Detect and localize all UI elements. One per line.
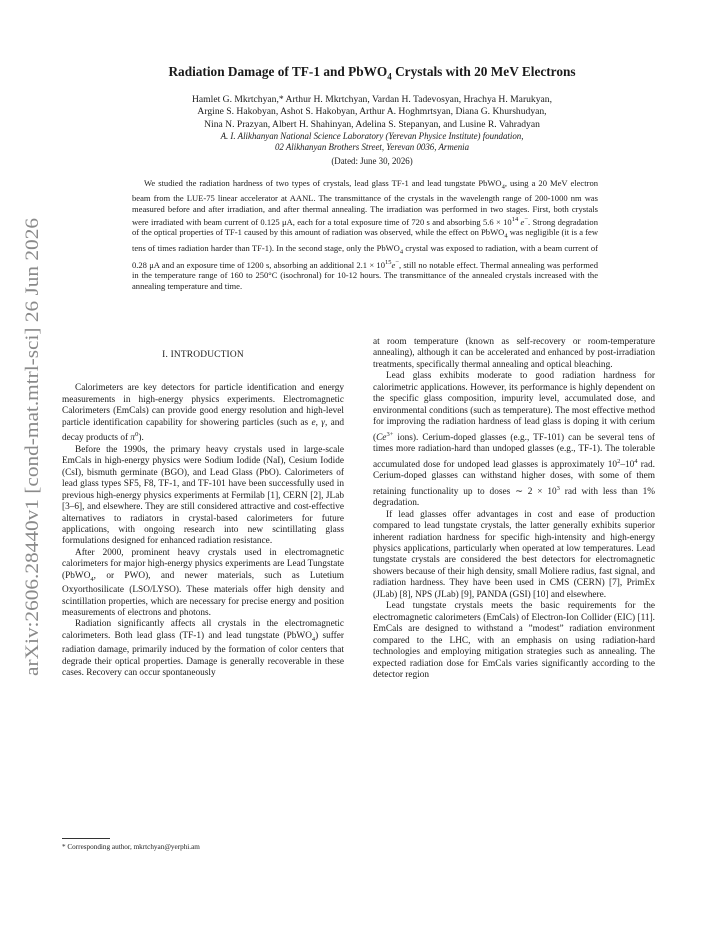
paragraph: If lead glasses offer advantages in cost and ease of production compared to lead tungstate crystals, the latter generally exhibits superior inherent radiation hardness for specific high-intensity and high-energy physics applications, particularly when operated at low temperatures. Lead tungstate crystals are considered the best detectors for electromagnetic showers because of their high density, small Moliere radius, fast signal, and radiation hardness. They have been used in CMS (CERN) [7], PrimEx (JLab) [8], NPS (JLab) [9], PANDA (GSI) [10] and elsewhere. (373, 509, 655, 600)
affiliation (88, 131, 656, 153)
author-line: Hamlet G. Mkrtchyan,* Arthur H. Mkrtchyan, Vardan H. Tadevosyan, Hrachya H. Marukyan, (192, 94, 552, 105)
paragraph: Lead glass exhibits moderate to good radiation hardness for calorimetric applications. However, its performance is highly dependent on the specific glass composition, impurity level, accumulated dose, and environmental conditions (such as temperature). The most effective method for improving the radiation hardness of lead glass is doping it with cerium ($Ce^{3+}$ ions). Cerium-doped glasses (e.g., TF-101) can be several tens of times more radiation-hard than undoped glasses (e.g., TF-1). The tolerable accumulated dose for undoped lead glasses is approximately $10^2-10^4$ rad. Cerium-doped glasses can withstand higher doses, with some of them retaining functionality up to doses ∼ $2 \times 10^3$ rad with less than 1% degradation. (373, 371, 655, 509)
paragraph: Radiation significantly affects all crystals in the electromagnetic calorimeters. Both lead glass (TF-1) and lead tungstate (PbWO$_4$) suffer radiation damage, primarily induced by the formation of color centers that degrade their optical properties. Damage is generally recoverable in these cases. Recovery can occur spontaneously (62, 619, 344, 679)
left-column (62, 338, 344, 680)
affiliation-line: A. I. Alikhanyan National Science Laboratory (Yerevan Physice Institute) foundation, (220, 131, 524, 141)
paragraph: Calorimeters are key detectors for particle identification and energy measurements in high-energy physics experiments. Electromagnetic Calorimeters (EmCals) can provide good energy resolution and high-level particle identification capability for showering particles (such as e, γ, and decay products of $\pi^0$). (62, 383, 344, 444)
corresponding-author-footnote: * Corresponding author, mkrtchyan@yerphi.am (62, 843, 200, 851)
arxiv-identifier-stamp (8, 210, 52, 680)
section-heading: I. INTRODUCTION (162, 350, 244, 360)
affiliation-line: 02 Alikhanyan Brothers Street, Yerevan 0036, Armenia (274, 142, 470, 152)
arxiv-id-text: arXiv:2606.28440v1 [cond-mat.mtrl-sci] 26 Jun 2026 (22, 263, 43, 676)
right-column (373, 337, 655, 681)
author-line: Argine S. Hakobyan, Ashot S. Hakobyan, Arthur A. Hoghmrtsyan, Diana G. Khurshudyan, (197, 106, 547, 118)
footnote-rule (62, 838, 110, 839)
paragraph: Before the 1990s, the primary heavy crystals used in large-scale EmCals in high-energy physics were Sodium Iodide (NaI), Cesium Iodide (CsI), bismuth germinate (BGO), and Lead Glass (PbO). Calorimeters of lead glass types SF5, F8, TF-1, and TF-101 have been successfully used in previous high-energy physics experiments at Fermilab [1], CERN [2], JLab [3–6], and elsewhere. They are still considered attractive and cost-effective alternatives to radiators in crystal-based calorimeters for future applications, with ongoing research into new scintillating glass formulations designed for enhanced radiation resistance. (62, 444, 344, 547)
author-list (88, 94, 656, 131)
paragraph: After 2000, prominent heavy crystals used in electromagnetic calorimeters for major high-energy physics experiments are Lead Tungstate (PbWO$_4$, or PWO), and newer materials, such as Lutetium Oxyorthosilicate (LSO/LYSO). These materials offer high density and scintillation properties, which are necessary for precise energy and position measurements of electrons and photons. (62, 547, 344, 619)
date-line: (Dated: June 30, 2026) (331, 156, 413, 166)
paper-title: Radiation Damage of TF-1 and PbWO$_4$ Crystals with 20 MeV Electrons (168, 64, 576, 82)
paragraph: at room temperature (known as self-recovery or room-temperature annealing), although it can be accelerated and enhanced by post-irradiation treatments, specifically thermal annealing and optical bleaching. (373, 337, 655, 370)
abstract: We studied the radiation hardness of two types of crystals, lead glass TF-1 and lead tungstate PbWO$_4$, using a 20 MeV electron beam from the LUE-75 linear accelerator at AANL. The transmittance of the crystals in the wavelength range of 200-1000 nm was measured before and after irradiation, and after thermal annealing. The irradiation was performed in two stages. First, both crystals were irradiated with beam current of 0.125 μA, each for a total exposure time of 720 s and absorbing $5.6 \times 10^{14}$ e−. Strong degradation of the optical properties of TF-1 caused by this amount of radiation was observed, while the effect on PbWO$_4$ was negligible (it is a few tens of times radiation harder than TF-1). In the second stage, only the PbWO$_4$ crystal was exposed to radiation, with a beam current of 0.28 μA and an exposure time of 1200 s, absorbing an additional $2.1 \times 10^{15}e^-$, still no notable effect. Thermal annealing was performed in the temperature range of 160 to 250°C (isochronal) for 10-12 hours. The transmittance of the annealed crystals increased with the annealing temperature and time. (132, 178, 598, 292)
paragraph: Lead tungstate crystals meets the basic requirements for the electromagnetic calorimeters (EmCals) of Electron-Ion Collider (EIC) [11]. EmCals are designed to withstand a ”modest” radiation environment compared to the LHC, with an emphasis on using radiation-hard technologies and employing mitigation strategies such as annealing. The expected radiation dose for EmCals varies significantly according to the detector region (373, 601, 655, 680)
author-line: Nina N. Prazyan, Albert H. Shahinyan, Adelina S. Stepanyan, and Lusine R. Vahradyan (204, 118, 540, 130)
